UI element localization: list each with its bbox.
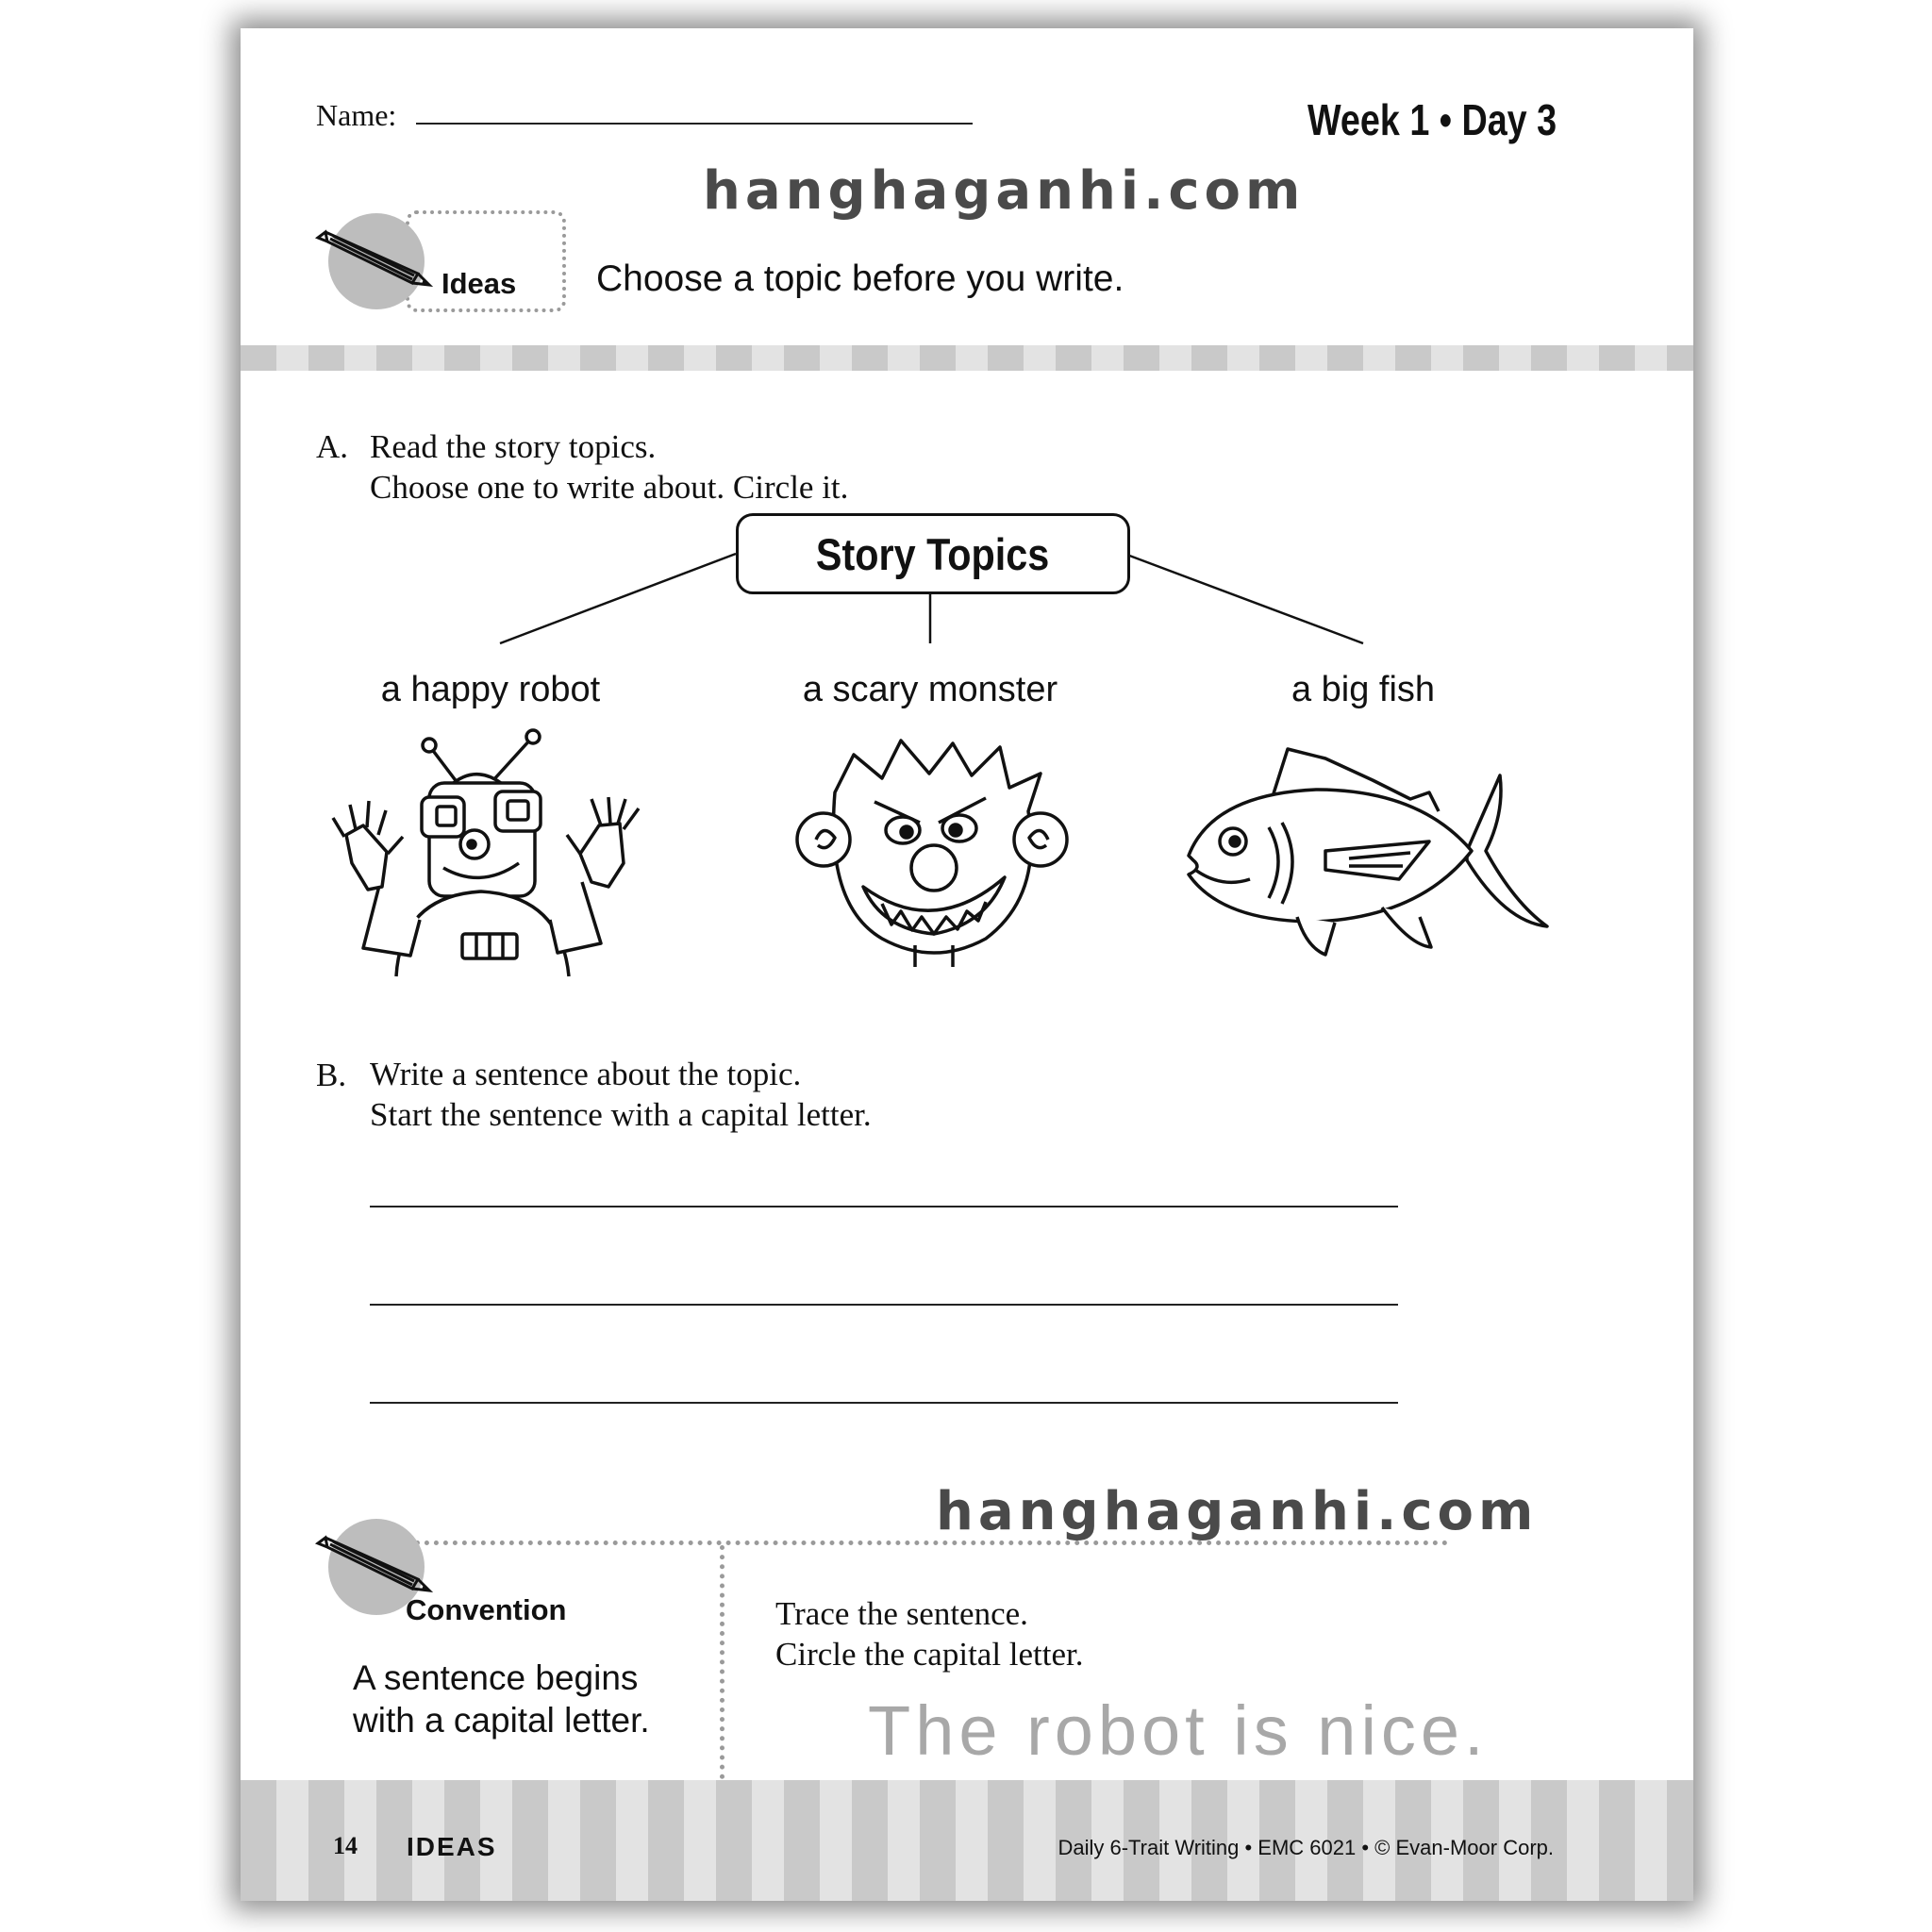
- footer-section-label: IDEAS: [407, 1832, 497, 1861]
- story-topics-title: Story Topics: [816, 528, 1050, 579]
- ideas-prompt: Choose a topic before you write.: [596, 258, 1124, 299]
- week-day-heading: Week 1 • Day 3: [1307, 95, 1557, 144]
- convention-badge-label: Convention: [406, 1593, 567, 1626]
- robot-icon[interactable]: [325, 731, 646, 976]
- topic-connectors: [241, 28, 1693, 708]
- trace-instruction-2: Circle the capital letter.: [775, 1636, 1084, 1673]
- trace-instruction-1: Trace the sentence.: [775, 1595, 1028, 1632]
- section-a-line1: Read the story topics.: [370, 428, 657, 465]
- writing-line-1[interactable]: [370, 1206, 1398, 1208]
- convention-divider-horizontal: [349, 1541, 1448, 1545]
- section-b-letter: B.: [316, 1057, 347, 1093]
- writing-line-3[interactable]: [370, 1402, 1398, 1404]
- worksheet-page: [241, 28, 1693, 1901]
- topic-label-robot[interactable]: a happy robot: [380, 670, 601, 709]
- fish-icon[interactable]: [1184, 738, 1552, 964]
- topic-label-monster[interactable]: a scary monster: [802, 670, 1058, 709]
- page-number: 14: [333, 1832, 358, 1859]
- ideas-badge-label: Ideas: [441, 267, 517, 300]
- convention-rule-line2: with a capital letter.: [353, 1701, 650, 1740]
- pencil-icon: [314, 1532, 437, 1598]
- name-label: Name:: [316, 98, 397, 132]
- writing-line-2[interactable]: [370, 1304, 1398, 1306]
- section-a-letter: A.: [316, 428, 349, 465]
- watermark: hanghaganhi.com: [703, 160, 1306, 222]
- watermark: hanghaganhi.com: [936, 1481, 1539, 1542]
- convention-divider-vertical: [720, 1545, 724, 1779]
- section-b-line1: Write a sentence about the topic.: [370, 1056, 802, 1092]
- section-a-line2: Choose one to write about. Circle it.: [370, 469, 849, 506]
- section-b-line2: Start the sentence with a capital letter.: [370, 1096, 872, 1133]
- monster-icon[interactable]: [797, 736, 1071, 972]
- convention-rule-line1: A sentence begins: [353, 1658, 639, 1697]
- trace-sentence[interactable]: The robot is nice.: [868, 1691, 1489, 1770]
- footer-credit: Daily 6-Trait Writing • EMC 6021 • © Evan-Moor Corp.: [1058, 1836, 1554, 1859]
- story-topics-box: [736, 513, 1130, 594]
- topic-label-fish[interactable]: a big fish: [1291, 670, 1436, 709]
